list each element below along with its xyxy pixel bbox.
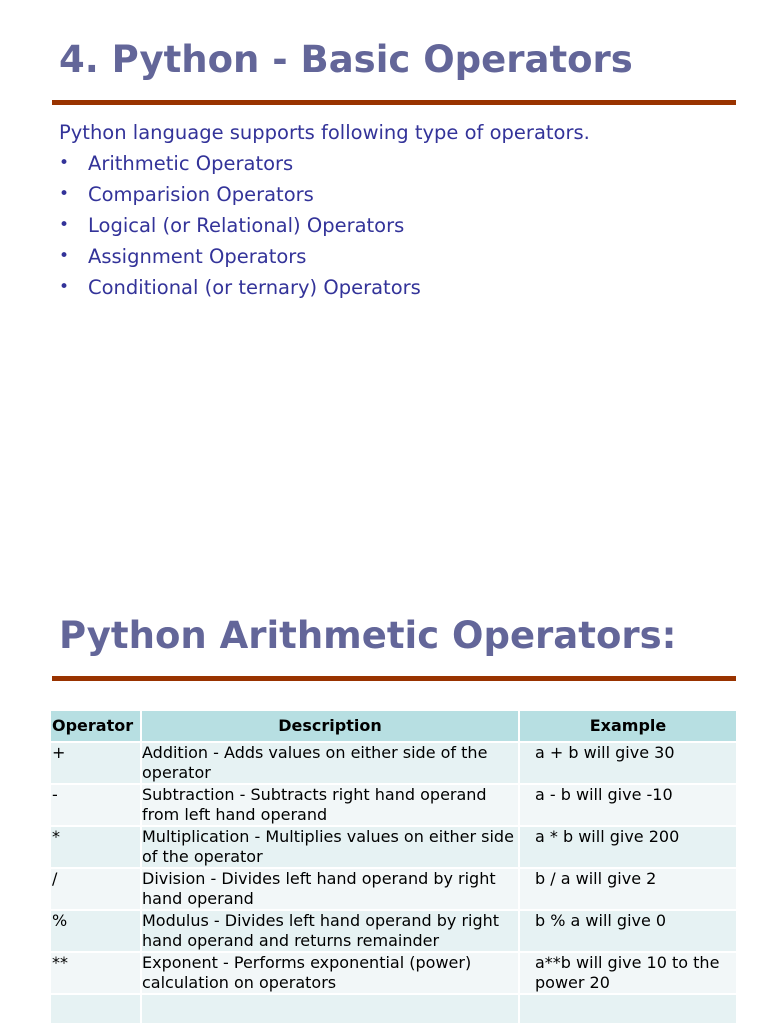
operator-description: - Performs exponential (power) calculation on operators: [142, 953, 472, 992]
operator-cell: **: [51, 952, 141, 994]
operator-cell: +: [51, 742, 141, 784]
bullet-icon: •: [59, 277, 70, 297]
example-cell: a**b will give 10 to the power 20: [519, 952, 737, 994]
arithmetic-operators-table: [51, 711, 738, 1025]
table-header-row: [51, 711, 737, 742]
operator-name: Exponent: [142, 953, 218, 972]
list-item: [59, 151, 421, 182]
title-divider: [52, 676, 736, 681]
operator-cell: /: [51, 868, 141, 910]
list-item: [59, 182, 421, 213]
list-item-label: Arithmetic Operators: [88, 152, 294, 175]
operator-description: - Adds values on either side of the operator: [142, 743, 488, 782]
list-item: [59, 213, 421, 244]
list-item-label: Conditional (or ternary) Operators: [88, 276, 421, 299]
table-row: [51, 910, 737, 952]
operator-description: - Divides left hand operand by right hand operand and returns remainder: [142, 911, 500, 950]
operator-name: Addition: [142, 743, 209, 762]
example-cell: b / a will give 2: [519, 868, 737, 910]
list-item: [59, 275, 421, 306]
operator-description: - Divides left hand operand by right hand operand: [142, 869, 496, 908]
bullet-icon: •: [59, 153, 70, 173]
operator-types-list: [59, 151, 421, 306]
example-cell: b % a will give 0: [519, 910, 737, 952]
list-item: [59, 244, 421, 275]
operator-name: Subtraction: [142, 785, 235, 804]
table-row: [51, 742, 737, 784]
header-example: Example: [519, 711, 737, 742]
list-item-label: Comparision Operators: [88, 183, 314, 206]
example-cell: a * b will give 200: [519, 826, 737, 868]
empty-cell: [519, 994, 737, 1024]
description-cell: [141, 826, 519, 868]
table-row: [51, 784, 737, 826]
slide-title-basic-operators: 4. Python - Basic Operators: [59, 38, 633, 81]
operator-name: Multiplication: [142, 827, 250, 846]
list-item-label: Assignment Operators: [88, 245, 307, 268]
example-cell: a + b will give 30: [519, 742, 737, 784]
title-divider: [52, 100, 736, 105]
example-cell: a - b will give -10: [519, 784, 737, 826]
description-cell: [141, 742, 519, 784]
operator-name: Modulus: [142, 911, 209, 930]
description-cell: [141, 910, 519, 952]
table-row-empty: [51, 994, 737, 1024]
bullet-icon: •: [59, 215, 70, 235]
description-cell: [141, 784, 519, 826]
operator-description: - Multiplies values on either side of the operator: [142, 827, 514, 866]
table-row: [51, 952, 737, 994]
operator-description: - Subtracts right hand operand from left hand operand: [142, 785, 487, 824]
empty-cell: [51, 994, 141, 1024]
bullet-icon: •: [59, 246, 70, 266]
header-description: Description: [141, 711, 519, 742]
table-row: [51, 868, 737, 910]
operator-cell: %: [51, 910, 141, 952]
operator-cell: -: [51, 784, 141, 826]
description-cell: [141, 868, 519, 910]
operator-name: Division: [142, 869, 206, 888]
operator-cell: *: [51, 826, 141, 868]
intro-text: Python language supports following type of operators.: [59, 121, 590, 144]
header-operator: Operator: [51, 711, 141, 742]
table-row: [51, 826, 737, 868]
empty-cell: [141, 994, 519, 1024]
description-cell: [141, 952, 519, 994]
list-item-label: Logical (or Relational) Operators: [88, 214, 405, 237]
bullet-icon: •: [59, 184, 70, 204]
slide-title-arithmetic-operators: Python Arithmetic Operators:: [59, 614, 677, 657]
